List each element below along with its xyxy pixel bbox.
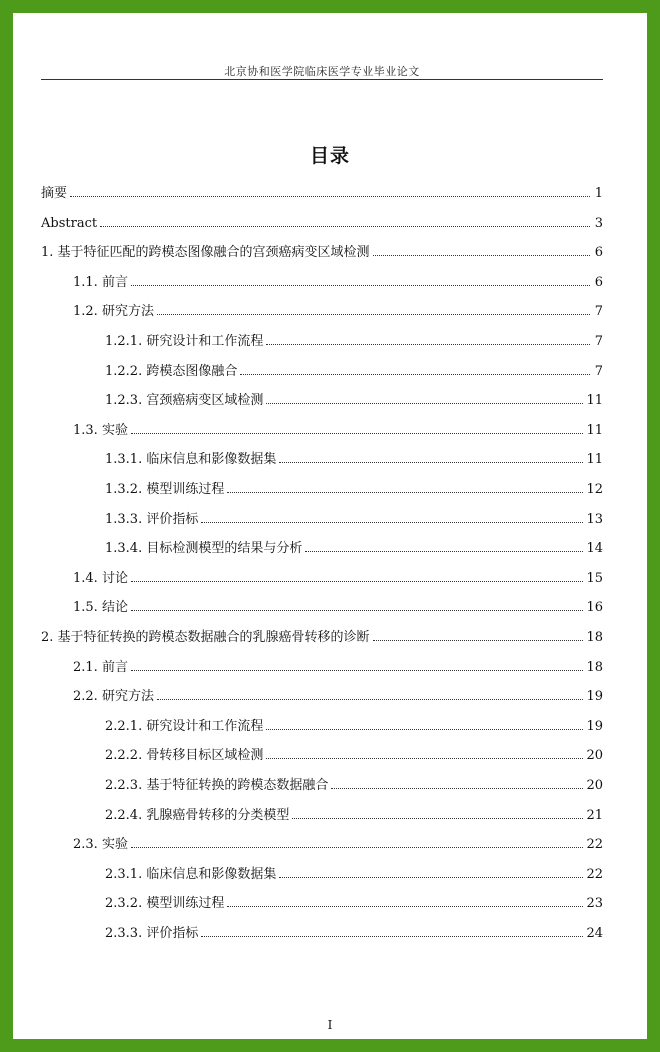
toc-entry[interactable] xyxy=(41,178,603,200)
dot-leader xyxy=(279,877,583,878)
dot-leader xyxy=(131,847,584,848)
toc-entry-label: Abstract xyxy=(41,215,98,231)
toc-entry[interactable] xyxy=(105,711,603,733)
toc-entry-label: 1.1. 前言 xyxy=(73,274,128,290)
page-number: I xyxy=(327,1018,333,1032)
toc-entry[interactable] xyxy=(73,415,603,437)
toc-entry-page: 18 xyxy=(586,630,603,645)
running-header: 北京协和医学院临床医学专业毕业论文 xyxy=(224,65,420,78)
toc-entry-label: 1.2.1. 研究设计和工作流程 xyxy=(105,334,264,349)
toc-entry[interactable] xyxy=(105,326,603,348)
toc-entry-label: 1.5. 结论 xyxy=(73,600,128,616)
toc-entry-page: 7 xyxy=(594,304,603,320)
dot-leader xyxy=(131,581,584,582)
toc-entry-label: 1.3.2. 模型训练过程 xyxy=(105,482,225,497)
toc-entry-page: 18 xyxy=(586,659,603,675)
dot-leader xyxy=(373,255,590,256)
toc-entry-page: 21 xyxy=(586,807,603,823)
dot-leader xyxy=(201,522,583,523)
toc-entry[interactable] xyxy=(73,296,603,318)
toc-entry[interactable] xyxy=(105,504,603,526)
toc-entry-page: 14 xyxy=(586,541,603,557)
toc-entry-label: 1.3.3. 评价指标 xyxy=(105,511,199,527)
toc-entry-page: 19 xyxy=(586,689,603,705)
dot-leader xyxy=(305,551,583,552)
toc-entry[interactable] xyxy=(105,740,603,762)
toc-entry-label: 1.3.4. 目标检测模型的结果与分析 xyxy=(105,541,303,557)
toc-entry-page: 19 xyxy=(586,718,603,734)
toc-entry[interactable] xyxy=(73,592,603,614)
toc-entry-page: 7 xyxy=(594,363,603,379)
dot-leader xyxy=(240,374,590,375)
toc-entry-page: 20 xyxy=(586,778,603,793)
toc-entry-label: 2.3. 实验 xyxy=(73,837,128,853)
toc-entry-label: 2.2.1. 研究设计和工作流程 xyxy=(105,718,264,734)
header-rule xyxy=(41,79,603,80)
dot-leader xyxy=(131,670,584,671)
dot-leader xyxy=(266,344,590,345)
toc-entry-label: 1.3.1. 临床信息和影像数据集 xyxy=(105,452,277,468)
toc-entry-label: 2.2.2. 骨转移目标区域检测 xyxy=(105,748,264,764)
toc-entry-page: 24 xyxy=(586,926,603,941)
toc-entry-page: 12 xyxy=(586,482,603,497)
toc-entry[interactable] xyxy=(105,533,603,555)
toc-entry-page: 3 xyxy=(594,215,603,231)
toc-entry-label: 1.2.2. 跨模态图像融合 xyxy=(105,363,238,379)
toc-entry-page: 20 xyxy=(586,748,603,764)
dot-leader xyxy=(227,492,583,493)
toc-entry-label: 2.3.3. 评价指标 xyxy=(105,926,199,941)
dot-leader xyxy=(157,314,590,315)
dot-leader xyxy=(131,433,584,434)
toc-entry-label: 2.3.2. 模型训练过程 xyxy=(105,896,225,912)
dot-leader xyxy=(331,788,583,789)
toc-entry-page: 11 xyxy=(586,393,603,409)
toc-entry[interactable] xyxy=(41,208,603,230)
dot-leader xyxy=(70,196,590,197)
toc-title: 目录 xyxy=(309,145,350,167)
dot-leader xyxy=(279,462,583,463)
toc-entry[interactable] xyxy=(41,237,603,259)
toc-entry-label: 2. 基于特征转换的跨模态数据融合的乳腺癌骨转移的诊断 xyxy=(41,630,370,645)
dot-leader xyxy=(266,729,583,730)
dot-leader xyxy=(373,640,584,641)
toc-entry-page: 11 xyxy=(586,422,603,438)
dot-leader xyxy=(227,906,583,907)
dot-leader xyxy=(292,818,583,819)
dot-leader xyxy=(157,699,584,700)
dot-leader xyxy=(100,226,590,227)
toc-entry-label: 2.2.4. 乳腺癌骨转移的分类模型 xyxy=(105,807,290,823)
toc-entry[interactable] xyxy=(73,652,603,674)
toc-entry-page: 6 xyxy=(594,245,603,261)
toc-entry[interactable] xyxy=(105,356,603,378)
dot-leader xyxy=(131,610,584,611)
toc-entry-label: 1. 基于特征匹配的跨模态图像融合的宫颈癌病变区域检测 xyxy=(41,245,370,261)
toc-entry-label: 2.3.1. 临床信息和影像数据集 xyxy=(105,866,277,882)
toc-entry-label: 摘要 xyxy=(41,186,68,201)
toc-entry[interactable] xyxy=(105,474,603,496)
toc-entry-page: 13 xyxy=(586,511,603,527)
toc-entry[interactable] xyxy=(73,563,603,585)
toc-entry[interactable] xyxy=(73,267,603,289)
toc-entry[interactable] xyxy=(105,859,603,881)
toc-entry[interactable] xyxy=(73,681,603,703)
dot-leader xyxy=(266,758,583,759)
toc-entry[interactable] xyxy=(105,800,603,822)
toc-entry[interactable] xyxy=(105,770,603,792)
toc-entry-page: 1 xyxy=(594,186,603,201)
toc-entry-page: 15 xyxy=(586,570,603,586)
toc-entry[interactable] xyxy=(73,829,603,851)
toc-entry[interactable] xyxy=(105,444,603,466)
toc-entry-label: 1.4. 讨论 xyxy=(73,570,128,586)
toc-entry-page: 7 xyxy=(594,334,603,349)
toc-entry-page: 16 xyxy=(586,600,603,616)
toc-entry-label: 2.1. 前言 xyxy=(73,659,128,675)
toc-entry[interactable] xyxy=(41,622,603,644)
toc-entry-label: 1.3. 实验 xyxy=(73,422,128,438)
toc-entry-page: 22 xyxy=(586,866,603,882)
toc-entry-label: 1.2.3. 宫颈癌病变区域检测 xyxy=(105,393,264,409)
dot-leader xyxy=(266,403,583,404)
toc-entry-page: 22 xyxy=(586,837,603,853)
toc-entry-page: 6 xyxy=(594,274,603,290)
toc-entry[interactable] xyxy=(105,385,603,407)
dot-leader xyxy=(131,285,590,286)
toc-entry[interactable] xyxy=(105,918,603,940)
toc-entry-label: 1.2. 研究方法 xyxy=(73,304,154,320)
toc-entry-page: 11 xyxy=(586,452,603,468)
toc-entry[interactable] xyxy=(105,888,603,910)
dot-leader xyxy=(201,936,583,937)
toc-entry-page: 23 xyxy=(586,896,603,912)
toc-entry-label: 2.2. 研究方法 xyxy=(73,689,154,705)
toc-entry-label: 2.2.3. 基于特征转换的跨模态数据融合 xyxy=(105,778,329,793)
